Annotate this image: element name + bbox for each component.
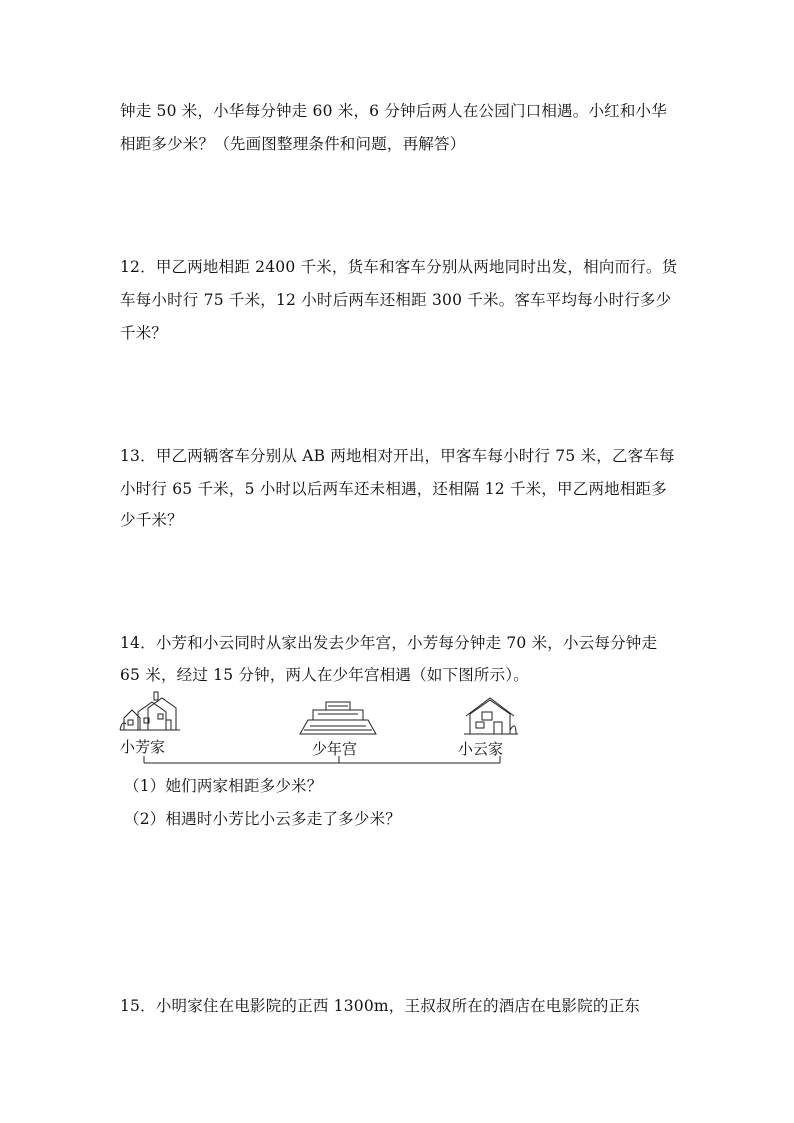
problem-11-line-2: 相距多少米？（先画图整理条件和问题，再解答） [120,135,466,153]
youth-palace-label: 少年宫 [312,740,358,758]
problem-13-line-1: 13．甲乙两辆客车分别从 AB 两地相对开出，甲客车每小时行 75 米，乙客车每 [120,447,675,465]
house-cluster-icon [120,692,180,730]
right-house-label: 小云家 [458,740,504,758]
problem-12-line-2: 车每小时行 75 千米，12 小时后两车还相距 300 千米。客车平均每小时行多少 [120,291,672,309]
left-house-label: 小芳家 [120,738,166,756]
house-icon [464,698,518,734]
route-diagram [118,690,518,770]
problem-14-question-2: （2）相遇时小芳比小云多走了多少米？ [124,810,401,828]
problem-14-line-1: 14．小芳和小云同时从家出发去少年宫，小芳每分钟走 70 米，小云每分钟走 [120,634,658,652]
problem-12-line-3: 千米？ [120,324,168,342]
problem-13-line-3: 少千米？ [120,511,183,529]
problem-15-line-1: 15．小明家住在电影院的正西 1300m，王叔叔所在的酒店在电影院的正东 [120,997,640,1015]
problem-14-question-1: （1）她们两家相距多少米？ [124,777,323,795]
problem-14-line-2: 65 米，经过 15 分钟，两人在少年宫相遇（如下图所示）。 [120,666,529,684]
palace-building-icon [300,702,376,734]
problem-11-line-1: 钟走 50 米，小华每分钟走 60 米，6 分钟后两人在公园门口相遇。小红和小华 [120,102,667,120]
problem-13-line-2: 小时行 65 千米，5 小时以后两车还未相遇，还相隔 12 千米，甲乙两地相距多 [120,480,667,498]
problem-12-line-1: 12．甲乙两地相距 2400 千米，货车和客车分别从两地同时出发，相向而行。货 [120,258,678,276]
